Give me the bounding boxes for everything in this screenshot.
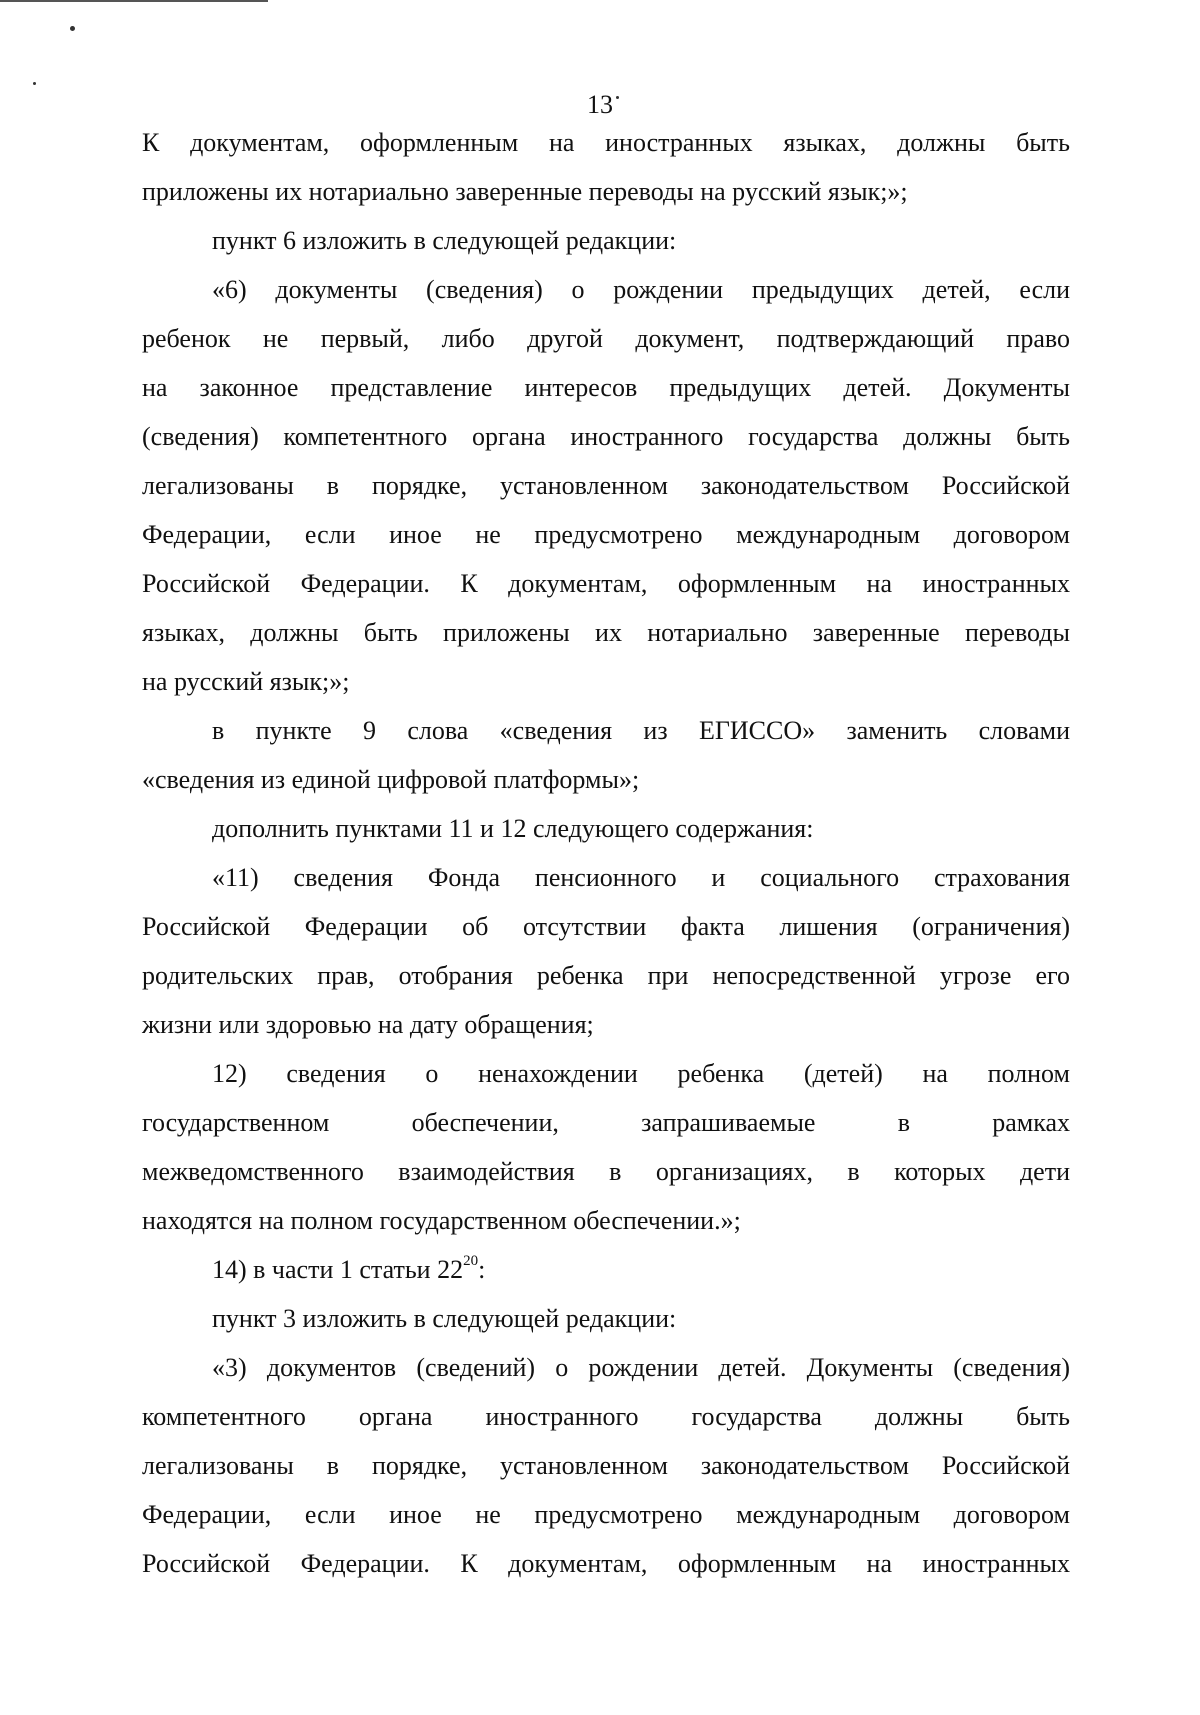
text-line: «11) сведения Фонда пенсионного и социального страхования bbox=[212, 863, 1070, 892]
text-line: межведомственного взаимодействия в организациях, в которых дети bbox=[142, 1157, 1070, 1186]
scan-speck bbox=[70, 26, 75, 31]
text-line: на русский язык;»; bbox=[142, 667, 350, 696]
text-line: Российской Федерации. К документам, оформленным на иностранных bbox=[142, 569, 1070, 598]
text-line: компетентного органа иностранного государства должны быть bbox=[142, 1402, 1070, 1431]
text-line: Российской Федерации об отсутствии факта лишения (ограничения) bbox=[142, 912, 1070, 941]
scan-edge-rule bbox=[0, 0, 268, 2]
text-line: дополнить пунктами 11 и 12 следующего содержания: bbox=[212, 814, 814, 843]
text-line: «6) документы (сведения) о рождении предыдущих детей, если bbox=[212, 275, 1070, 304]
text-line: приложены их нотариально заверенные переводы на русский язык;»; bbox=[142, 177, 908, 206]
text-line: жизни или здоровью на дату обращения; bbox=[142, 1010, 594, 1039]
text-line: (сведения) компетентного органа иностранного государства должны быть bbox=[142, 422, 1070, 451]
text-line: легализованы в порядке, установленном законодательством Российской bbox=[142, 471, 1070, 500]
text-line: ребенок не первый, либо другой документ, подтверждающий право bbox=[142, 324, 1070, 353]
text-line: 12) сведения о ненахождении ребенка (детей) на полном bbox=[212, 1059, 1070, 1088]
text-line: находятся на полном государственном обеспечении.»; bbox=[142, 1206, 741, 1235]
text-line: 14) в части 1 статьи 22 bbox=[212, 1255, 464, 1284]
text-line-suffix: : bbox=[478, 1255, 486, 1284]
superscript-article-number: 20 bbox=[463, 1253, 479, 1270]
text-line: «3) документов (сведений) о рождении детей. Документы (сведения) bbox=[212, 1353, 1070, 1382]
text-line: «сведения из единой цифровой платформы»; bbox=[142, 765, 640, 794]
text-line: пункт 3 изложить в следующей редакции: bbox=[212, 1304, 677, 1333]
text-line: Федерации, если иное не предусмотрено международным договором bbox=[142, 520, 1070, 549]
text-line: государственном обеспечении, запрашиваемые в рамках bbox=[142, 1108, 1070, 1137]
text-line: легализованы в порядке, установленном законодательством Российской bbox=[142, 1451, 1070, 1480]
text-line: в пункте 9 слова «сведения из ЕГИССО» заменить словами bbox=[212, 716, 1070, 745]
text-line-article-ref bbox=[212, 1253, 485, 1287]
text-line: пункт 6 изложить в следующей редакции: bbox=[212, 226, 677, 255]
text-line: языках, должны быть приложены их нотариально заверенные переводы bbox=[142, 618, 1070, 647]
text-line: К документам, оформленным на иностранных языках, должны быть bbox=[142, 128, 1070, 157]
text-line: Федерации, если иное не предусмотрено международным договором bbox=[142, 1500, 1070, 1529]
page-number: 13 bbox=[587, 90, 613, 119]
text-line: на законное представление интересов предыдущих детей. Документы bbox=[142, 373, 1070, 402]
text-line: Российской Федерации. К документам, оформленным на иностранных bbox=[142, 1549, 1070, 1578]
text-line: родительских прав, отобрания ребенка при непосредственной угрозе его bbox=[142, 961, 1070, 990]
scan-speck bbox=[33, 82, 36, 85]
